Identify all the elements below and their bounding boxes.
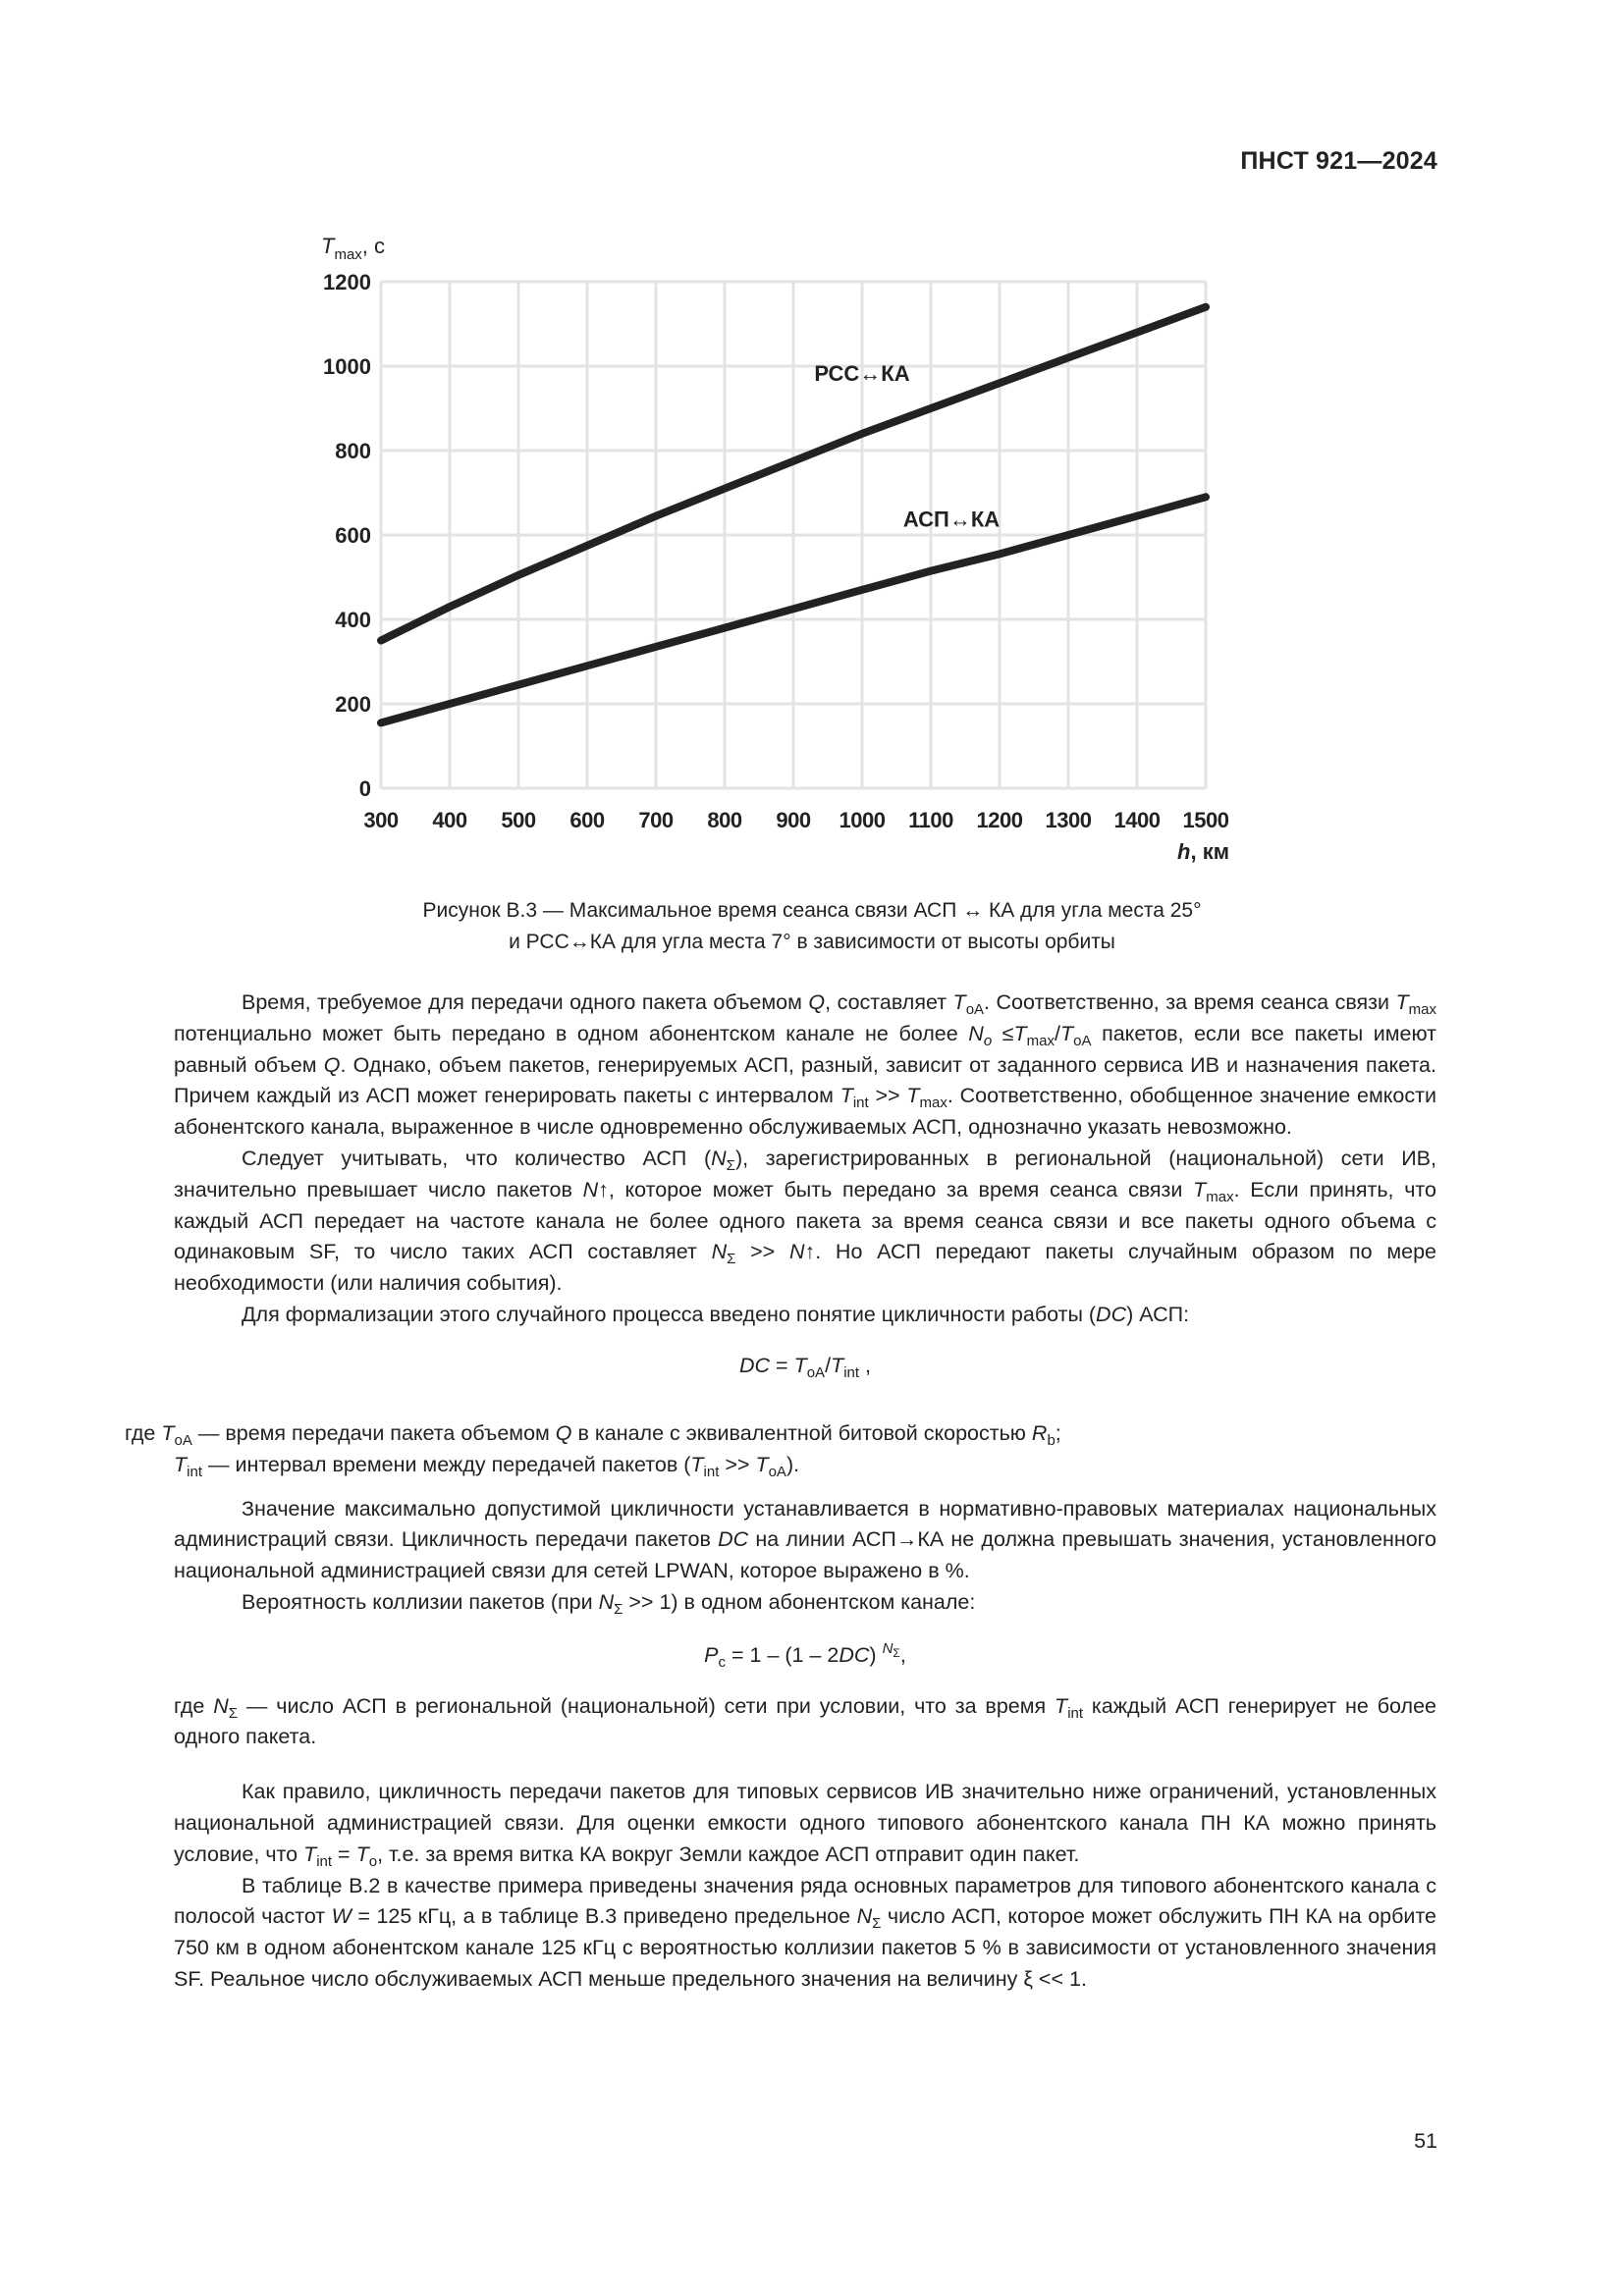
caption-line-2: и РСС↔КА для угла места 7° в зависимости от высоты орбиты [509,931,1115,953]
document-id: ПНСТ 921—2024 [1240,147,1437,175]
page-number: 51 [1414,2129,1437,2153]
caption-line-1: Рисунок В.3 — Максимальное время сеанса связи АСП ↔ КА для угла места 25° [422,899,1202,922]
legend-row-toa: где $T_{oA}$ — время передачи пакета объемом Q в канале с эквивалентной битовой скоростью $R_b$; [125,1420,1061,1449]
paragraph-3: Для формализации этого случайного процесса введено понятие цикличности работы (DC) АСП: [242,1302,1190,1326]
y-tick-label: 200 [335,692,371,717]
y-tick-label: 600 [335,523,371,548]
line-chart [295,226,1276,864]
paragraph-2: Следует учитывать, что количество АСП $(N_\Sigma)$, зарегистрированных в региональной (национальной) сети ИВ, значительно превышает число пакетов N↑, которое может быть передано за время сеанса связи $T_{max}$. Если принять, что каждый АСП передает на частоте канала не более одного пакета за время сеанса связи и все пакеты одного объема с одинаковым SF, то число таких АСП составляет $N_\Sigma$ >> N↑. Но АСП передают пакеты случайным образом по мере необходимости (или наличия события). [174,1146,1436,1296]
chart-canvas [295,226,1276,864]
x-tick-label: 1300 [1045,808,1092,832]
paragraph-7: В таблице В.2 в качестве примера приведены значения ряда основных параметров для типового абонентского канала с полосой частот W = 125 кГц, а в таблице В.3 приведено предельное $N_\Sigma$ число АСП, которое может обслужить ПН КА на орбите 750 км в одном абонентском канале 125 кГц с вероятностью коллизии пакетов 5 % в зависимости от установленного значения SF. Реальное число обслуживаемых АСП меньше предельного значения на величину ξ << 1. [174,1873,1437,1991]
x-tick-label: 800 [707,808,742,832]
y-tick-label: 1200 [323,270,371,294]
y-axis-label: $T_{max}$, с [321,234,386,263]
body-text [125,988,1437,1996]
paragraph-5: Вероятность коллизии пакетов (при $N_\Sigma >> 1$) в одном абонентском канале: [242,1589,976,1618]
formula-collision-probability: $P_c = 1 - (1 - 2DC)$ $^{N_\Sigma}$, [704,1639,906,1671]
y-tick-label: 1000 [323,354,371,379]
x-tick-label: 300 [363,808,399,832]
x-tick-label: 1200 [976,808,1023,832]
x-tick-label: 1400 [1113,808,1161,832]
x-tick-label: 1500 [1182,808,1229,832]
paragraph-1: Время, требуемое для передачи одного пакета объемом Q, составляет $T_{oA}$. Соответственно, за время сеанса связи $T_{max}$ потенциально может быть передано в одном абонентском канале не более $N_o \le T_{max}/T_{oA}$ пакетов, если все пакеты имеют равный объем Q. Однако, объем пакетов, генерируемых АСП, разный, зависит от заданного сервиса ИВ и назначения пакета. Причем каждый из АСП может генерировать пакеты с интервалом $T_{int} >> T_{max}$. Соответственно, обобщенное значение емкости абонентского канала, выраженное в числе одновременно обслуживаемых АСП, однозначно указать невозможно. [174,990,1436,1140]
y-axis-ticks [323,270,371,801]
paragraph-6: Как правило, цикличность передачи пакетов для типовых сервисов ИВ значительно ниже ограничений, установленных национальной администрацией связи. Для оценки емкости одного типового абонентского канала ПН КА можно принять условие, что $T_{int} = T_o$, т.е. за время витка КА вокруг Земли каждое АСП отправит один пакет. [174,1780,1436,1870]
y-tick-label: 0 [358,776,371,801]
y-tick-label: 800 [335,439,371,463]
x-axis-label: h, км [1177,839,1229,864]
x-tick-label: 1100 [908,808,953,832]
x-tick-label: 500 [501,808,536,832]
series-label-1: РСС↔КА [814,361,910,387]
figure-caption [196,895,1428,958]
x-axis-ticks [363,808,1228,832]
x-tick-label: 700 [638,808,674,832]
legend-row-tint: $T_{int}$ — интервал времени между передачей пакетов $(T_{int} >> T_{oA})$. [174,1452,800,1480]
series-label-2: АСП↔КА [902,507,1001,532]
x-tick-label: 1000 [839,808,886,832]
formula-duty-cycle: DC = $T_{oA}/T_{int}$ , [739,1353,871,1381]
series-labels [814,361,1000,531]
x-tick-label: 900 [776,808,811,832]
x-tick-label: 600 [569,808,605,832]
paragraph-4: Значение максимально допустимой цикличности устанавливается в нормативно-правовых материалах национальных администраций связи. Цикличность передачи пакетов DC на линии АСП→КА не должна превышать значения, установленного национальной администрацией связи для сетей LPWAN, которое выражено в %. [174,1496,1436,1583]
x-tick-label: 400 [432,808,467,832]
formula-1-legend [125,1417,1436,1480]
formula-2-legend: где $N_\Sigma$ — число АСП в региональной (национальной) сети при условии, что за время $T_{int}$ каждый АСП генерирует не более одного пакета. [174,1693,1436,1749]
y-tick-label: 400 [335,608,371,632]
